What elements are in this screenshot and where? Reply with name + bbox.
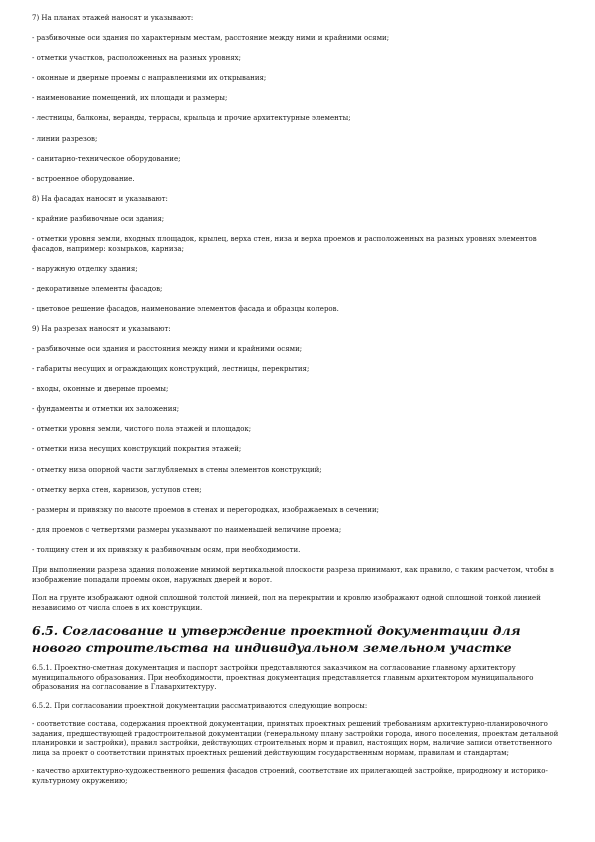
- list-item: - входы, оконные и дверные проемы;: [32, 385, 169, 394]
- paragraph: 6.5.2. При согласовании проектной документации рассматриваются следующие вопросы:: [32, 701, 368, 710]
- list-item: - отметки участков, расположенных на разных уровнях;: [32, 54, 241, 63]
- list-item: - разбивочные оси здания и расстояния между ними и крайними осями;: [32, 345, 303, 353]
- section7-intro: 7) На планах этажей наносят и указывают:: [32, 14, 194, 22]
- list-item: - санитарно-техническое оборудование;: [32, 154, 181, 163]
- section9-intro: 9) На разрезах наносят и указывают:: [32, 324, 171, 333]
- list-item: - фундаменты и отметки их заложения;: [32, 405, 180, 414]
- section8-intro: 8) На фасадах наносят и указывают:: [32, 194, 168, 203]
- list-item: - цветовое решение фасадов, наименование элементов фасада и образцы колеров.: [32, 304, 339, 313]
- list-item: - декоративные элементы фасадов;: [32, 284, 163, 293]
- list-item: - соответствие состава, содержания проектной документации, принятых проектных решений требованиям архитектурно-планировочного задания, предшествующей градостроительной документации (генеральному плану застройки города, иного поселения, проектам детальной планировки и застройки), правил застройки, действующих строительных норм и правил, настоящих норм, наличие записи ответственного лица за проект о соответствии принятых проектных решений действующим государственным нормам, правилам и стандартам;: [32, 720, 559, 757]
- list-item: - толщину стен и их привязку к разбивочным осям, при необходимости.: [32, 545, 301, 554]
- list-item: - наружную отделку здания;: [32, 264, 138, 273]
- list-item: - отметки уровня земли, входных площадок, крылец, верха стен, низа и верха проемов и расположенных на разных уровнях элементов фасадов, например: козырьков, карниза;: [32, 235, 537, 253]
- list-item: - для проемов с четвертями размеры указывают по наименьшей величине проема;: [32, 525, 342, 534]
- list-item: - отметку верха стен, карнизов, уступов стен;: [32, 485, 202, 494]
- list-item: - отметки уровня земли, чистого пола этажей и площадок;: [32, 425, 252, 434]
- list-item: - разбивочные оси здания по характерным местам, расстояние между ними и крайними осями;: [32, 34, 390, 43]
- paragraph: 6.5.1. Проектно-сметная документация и паспорт застройки представляются заказчиком на согласование главному архитектору муниципального образования. При необходимости, проектная документация представляется главным архитектором муниципального образования на согласование в Главархитектуру.: [32, 664, 534, 692]
- list-item: - оконные и дверные проемы с направлениями их открывания;: [32, 74, 267, 83]
- list-item: - лестницы, балконы, веранды, террасы, крыльца и прочие архитектурные элементы;: [32, 114, 351, 123]
- list-item: - встроенное оборудование.: [32, 174, 135, 183]
- list-item: - крайние разбивочные оси здания;: [32, 214, 165, 223]
- list-item: - качество архитектурно-художественного решения фасадов строений, соответствие их прилегающей застройке, природному и историко-культурному окружению;: [32, 767, 548, 785]
- list-item: - наименование помещений, их площади и размеры;: [32, 94, 228, 103]
- list-item: - линии разрезов;: [32, 134, 98, 143]
- list-item: - размеры и привязку по высоте проемов в стенах и перегородках, изображаемых в сечении;: [32, 505, 379, 514]
- list-item: - габариты несущих и ограждающих конструкций, лестницы, перекрытия;: [32, 365, 310, 374]
- section-heading: 6.5. Согласование и утверждение проектной документации для нового строительства на индивидуальном земельном участке: [32, 623, 521, 656]
- note-paragraph: При выполнении разреза здания положение мнимой вертикальной плоскости разреза принимают, как правило, с таким расчетом, чтобы в изображение попадали проемы окон, наружных дверей и ворот.: [32, 566, 554, 584]
- list-item: - отметку низа опорной части заглубляемых в стены элементов конструкций;: [32, 465, 322, 474]
- list-item: - отметки низа несущих конструкций покрытия этажей;: [32, 445, 242, 454]
- note-paragraph: Пол на грунте изображают одной сплошной толстой линией, пол на перекрытии и кровлю изображают одной сплошной тонкой линией независимо от числа слоев в их конструкции.: [32, 594, 541, 612]
